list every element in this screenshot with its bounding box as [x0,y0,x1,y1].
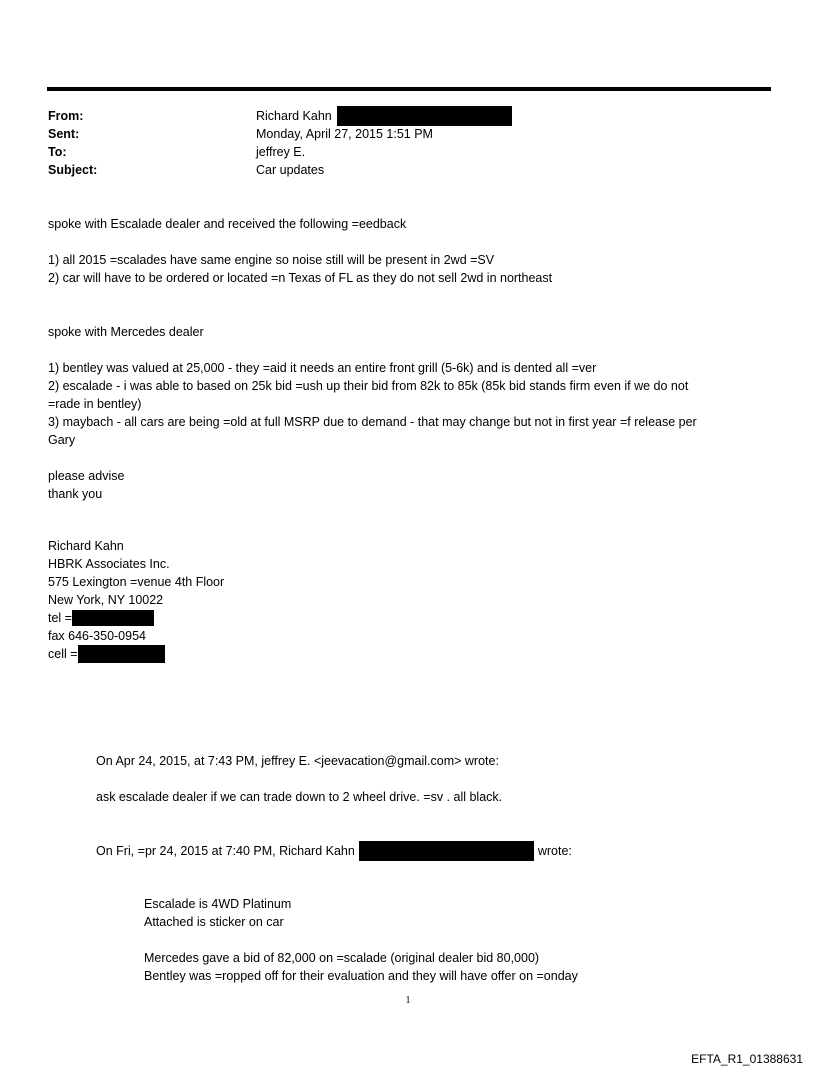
to-label: To: [48,145,67,159]
body-line: 2) car will have to be ordered or located =n Texas of FL as they do not sell 2wd in northeast [48,271,553,285]
quote-intro: On Apr 24, 2015, at 7:43 PM, jeffrey E. <jeevacation@gmail.com> wrote: [96,754,499,768]
cell-label: cell = [48,647,78,661]
sent-row [48,125,768,143]
body-line: 2) escalade - i was able to based on 25k bid =ush up their bid from 82k to 85k (85k bid stands firm even if we do not [48,379,689,393]
document-id: EFTA_R1_01388631 [691,1052,803,1066]
quote-line: Mercedes gave a bid of 82,000 on =scalade (original dealer bid 80,000) [144,951,540,965]
redaction-box [359,841,534,861]
to-value: jeffrey E. [256,145,306,159]
body-line: Gary [48,433,76,447]
from-row [48,107,768,125]
reply-prefix: On Fri, =pr 24, 2015 at 7:40 PM, Richard Kahn [96,844,355,858]
subject-value: Car updates [256,163,325,177]
body-line: 1) bentley was valued at 25,000 - they =aid it needs an entire front grill (5-6k) and is dented all =ver [48,361,597,375]
body-line: thank you [48,487,103,501]
header-divider [47,87,771,91]
quote-text: ask escalade dealer if we can trade down to 2 wheel drive. =sv . all black. [96,790,503,804]
sent-label: Sent: [48,127,80,141]
body-paragraph: spoke with Escalade dealer and received the following =eedback [48,217,407,231]
signature-tel [48,609,224,627]
body-line: 1) all 2015 =scalades have same engine so noise still will be present in 2wd =SV [48,253,495,267]
email-body [48,215,768,503]
from-label: From: [48,109,84,123]
signature-name: Richard Kahn [48,539,124,553]
redaction-box [78,645,165,663]
body-line: =rade in bentley) [48,397,142,411]
signature-cell [48,645,224,663]
redaction-box [72,610,154,626]
page-number: 1 [405,995,411,1006]
signature-address1: 575 Lexington =venue 4th Floor [48,575,225,589]
body-line: 3) maybach - all cars are being =old at full MSRP due to demand - that may change but not in first year =f release per [48,415,697,429]
reply-suffix: wrote: [537,844,572,858]
quoted-message-2 [144,895,764,985]
subject-label: Subject: [48,163,98,177]
redaction-box [337,106,512,126]
quote-line: Bentley was =ropped off for their evaluation and they will have offer on =onday [144,969,578,983]
to-row [48,143,768,161]
tel-label: tel = [48,611,72,625]
signature-fax: fax 646-350-0954 [48,629,146,643]
quote-line: Attached is sticker on car [144,915,284,929]
quote-reply-header [96,842,756,860]
from-value: Richard Kahn [256,109,332,123]
sent-value: Monday, April 27, 2015 1:51 PM [256,127,433,141]
signature-block [48,537,224,663]
signature-company: HBRK Associates Inc. [48,557,170,571]
body-line: please advise [48,469,125,483]
quote-line: Escalade is 4WD Platinum [144,897,292,911]
subject-row [48,161,768,179]
email-header [48,107,768,179]
signature-address2: New York, NY 10022 [48,593,164,607]
body-paragraph: spoke with Mercedes dealer [48,325,204,339]
quoted-message-1 [96,752,756,860]
